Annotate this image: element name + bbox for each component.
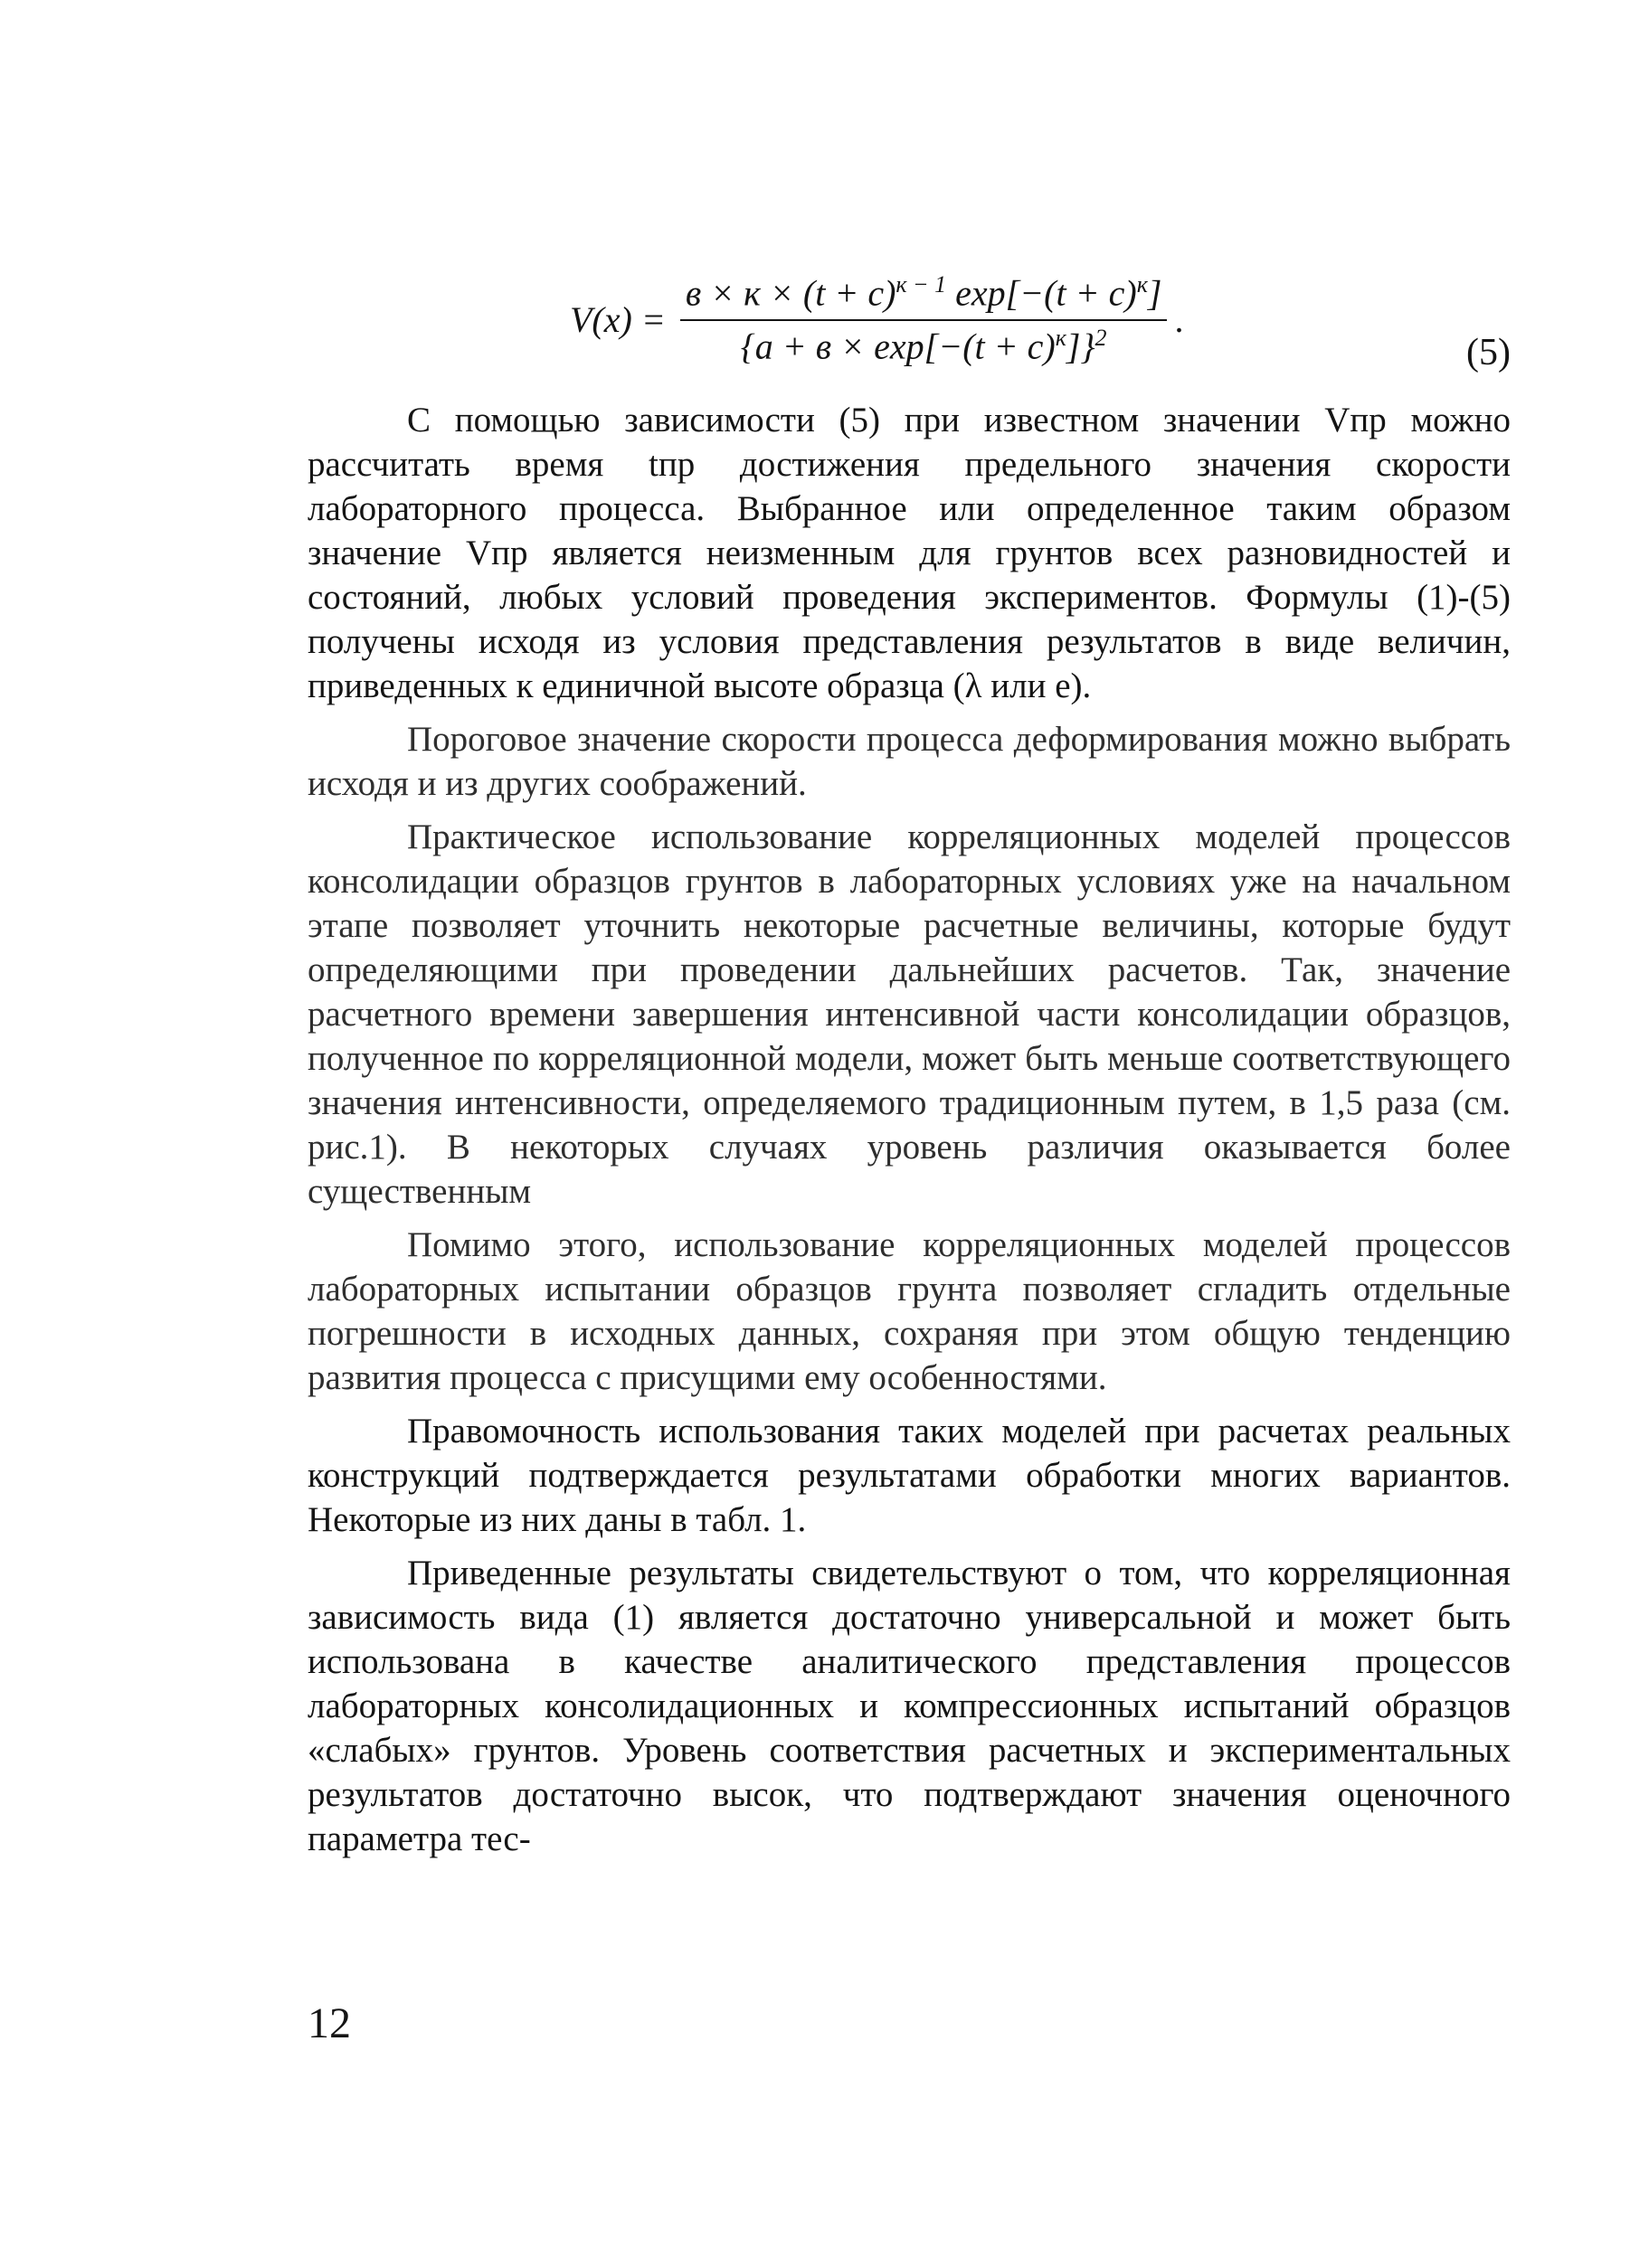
paragraph: Правомочность использования таких моделей при расчетах реальных конструкций подтверждается результатами обработки многих вариантов. Некоторые из них даны в табл. 1. bbox=[308, 1412, 1511, 1539]
body-text bbox=[308, 398, 1511, 1870]
formula-lhs: V(x) = bbox=[570, 298, 666, 340]
paragraph: Приведенные результаты свидетельствуют о том, что корреляционная зависимость вида (1) является достаточно универсальной и может быть использована в качестве аналитического представления процессов лабораторных консолидационных и компрессионных испытаний образцов «слабых» грунтов. Уровень соответствия расчетных и экспериментальных результатов достаточно высок, что подтверждают значения оценочного параметра тес- bbox=[308, 1554, 1511, 1858]
formula-numerator: $в \times к \times (t + c)^{к - 1}$ $\exp[-(t + c)^к]$ bbox=[680, 271, 1168, 321]
formula-fraction bbox=[680, 271, 1168, 368]
equation-number: (5) bbox=[1466, 332, 1511, 373]
paragraph: Пороговое значение скорости процесса деформирования можно выбрать исходя и из других соображений. bbox=[308, 720, 1511, 803]
formula-block bbox=[308, 271, 1511, 398]
page-number: 12 bbox=[308, 1999, 351, 2047]
equation-5 bbox=[570, 271, 1183, 368]
paragraph: Помимо этого, использование корреляционных моделей процессов лабораторных испытании образцов грунта позволяет сгладить отдельные погрешности в исходных данных, сохраняя при этом общую тенденцию развития процесса с присущими ему особенностями. bbox=[308, 1225, 1511, 1397]
formula-period: . bbox=[1174, 298, 1184, 340]
paragraph: С помощью зависимости (5) при известном значении Vпр можно рассчитать время tпр достижения предельного значения скорости лабораторного процесса. Выбранное или определенное таким образом значение Vпр является неизменным для грунтов всех разновидностей и состояний, любых условий проведения экспериментов. Формулы (1)-(5) получены исходя из условия представления результатов в виде величин, приведенных к единичной высоте образца (λ или e). bbox=[308, 401, 1511, 705]
paragraph: Практическое использование корреляционных моделей процессов консолидации образцов грунтов в лабораторных условиях уже на начальном этапе позволяет уточнить некоторые расчетные величины, которые будут определяющими при проведении дальнейших расчетов. Так, значение расчетного времени завершения интенсивной части консолидации образцов, полученное по корреляционной модели, может быть меньше соответствующего значения интенсивности, определяемого традиционным путем, в 1,5 раза (см. рис.1). В некоторых случаях уровень различия оказывается более существенным bbox=[308, 817, 1511, 1211]
formula-denominator: $\{a + в \times \exp[-(t + c)^к]\}^2$ bbox=[740, 325, 1107, 367]
